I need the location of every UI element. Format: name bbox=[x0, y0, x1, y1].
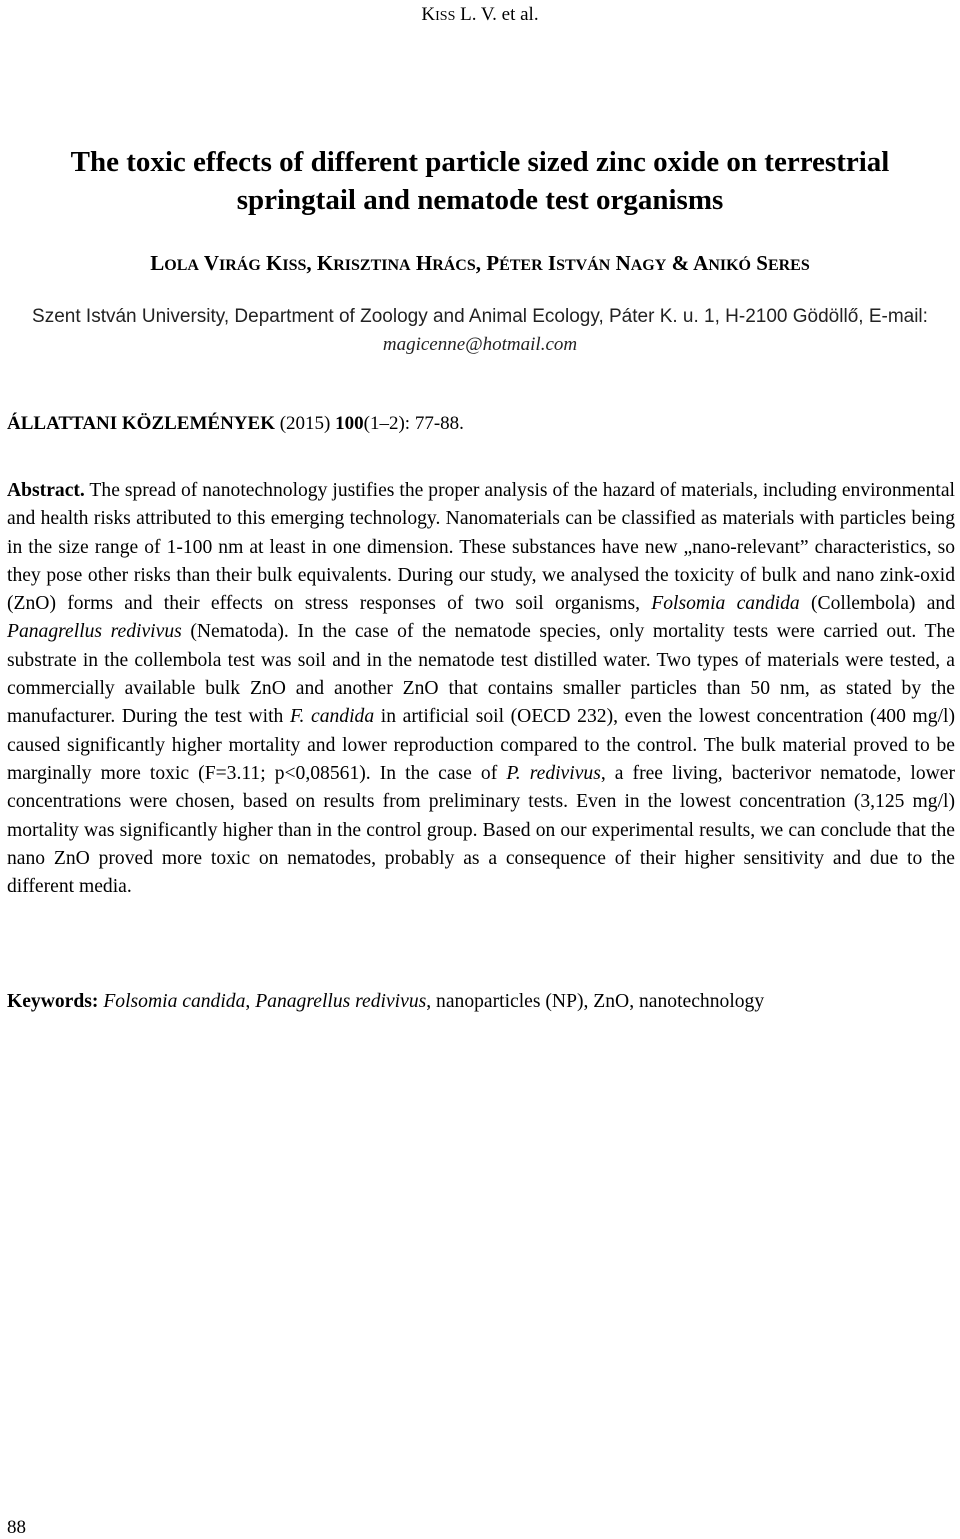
paper-title: The toxic effects of different particle sized zinc oxide on terrestrial springtail and nematode test organisms bbox=[70, 146, 890, 216]
journal-citation: ÁLLATTANI KÖZLEMÉNYEK (2015) 100(1–2): 77-88. bbox=[7, 413, 464, 434]
keywords-label: Keywords: bbox=[7, 991, 99, 1012]
author: PÉTER ISTVÁN NAGY & bbox=[486, 251, 694, 275]
page-number: 88 bbox=[7, 1517, 26, 1538]
affiliation: Szent István University, Department of Zoology and Animal Ecology, Páter K. u. 1, H-2100 Gödöllő, E-mail: magicenne@hotmail.com bbox=[32, 306, 928, 355]
species-name: Panagrellus redivivus bbox=[7, 621, 182, 643]
email-link[interactable]: magicenne@hotmail.com bbox=[382, 334, 578, 355]
author-list bbox=[0, 251, 960, 276]
abstract: Abstract. The spread of nanotechnology justifies the proper analysis of the hazard of materials, including environmental and health risks attributed to this emerging technology. Nanomaterials can be classified as materials with particles being in the size range of 1-100 nm at least in one dimension. These substances have new „nano-relevant” characteristics, so they pose other risks than their bulk equivalents. During our study, we analysed the toxicity of bulk and nano zink-oxid (ZnO) forms and their effects on stress responses of two soil organisms, Folsomia candida (Collembola) and Panagrellus redivivus (Nematoda). In the case of the nematode species, only mortality tests were carried out. The substrate in the collembola test was soil and in the nematode test distilled water. Two types of materials were tested, a commercially available bulk ZnO and another ZnO that contains smaller particles than 50 nm, as stated by the manufacturer. During the test with F. candida in artificial soil (OECD 232), even the lowest concentration (400 mg/l) caused significantly higher mortality and lower reproduction compared to the control. The bulk material proved to be marginally more toxic (F=3.11; p<0,08561). In the case of P. redivivus, a free living, bacterivor nematode, lower concentrations were chosen, based on results from preliminary tests. Even in the lowest concentration (3,125 mg/l) mortality was significantly higher than in the control group. Based on our experimental results, we can conclude that the nano ZnO proved more toxic on nematodes, probably as a consequence of their higher sensitivity and due to the different media. bbox=[7, 480, 956, 898]
species-name: F. candida bbox=[290, 706, 375, 728]
author: ANIKÓ SERES bbox=[693, 251, 810, 275]
species-name: Folsomia candida bbox=[651, 593, 800, 615]
running-head: KISS L. V. et al. bbox=[421, 4, 539, 25]
author: LOLA VIRÁG KISS, bbox=[150, 251, 317, 275]
abstract-label: Abstract. bbox=[7, 480, 85, 501]
species-name: P. redivivus bbox=[506, 762, 601, 784]
keywords: Keywords: Folsomia candida, Panagrellus redivivus, nanoparticles (NP), ZnO, nanotechnology bbox=[7, 991, 765, 1012]
author: KRISZTINA HRÁCS, bbox=[316, 251, 487, 275]
